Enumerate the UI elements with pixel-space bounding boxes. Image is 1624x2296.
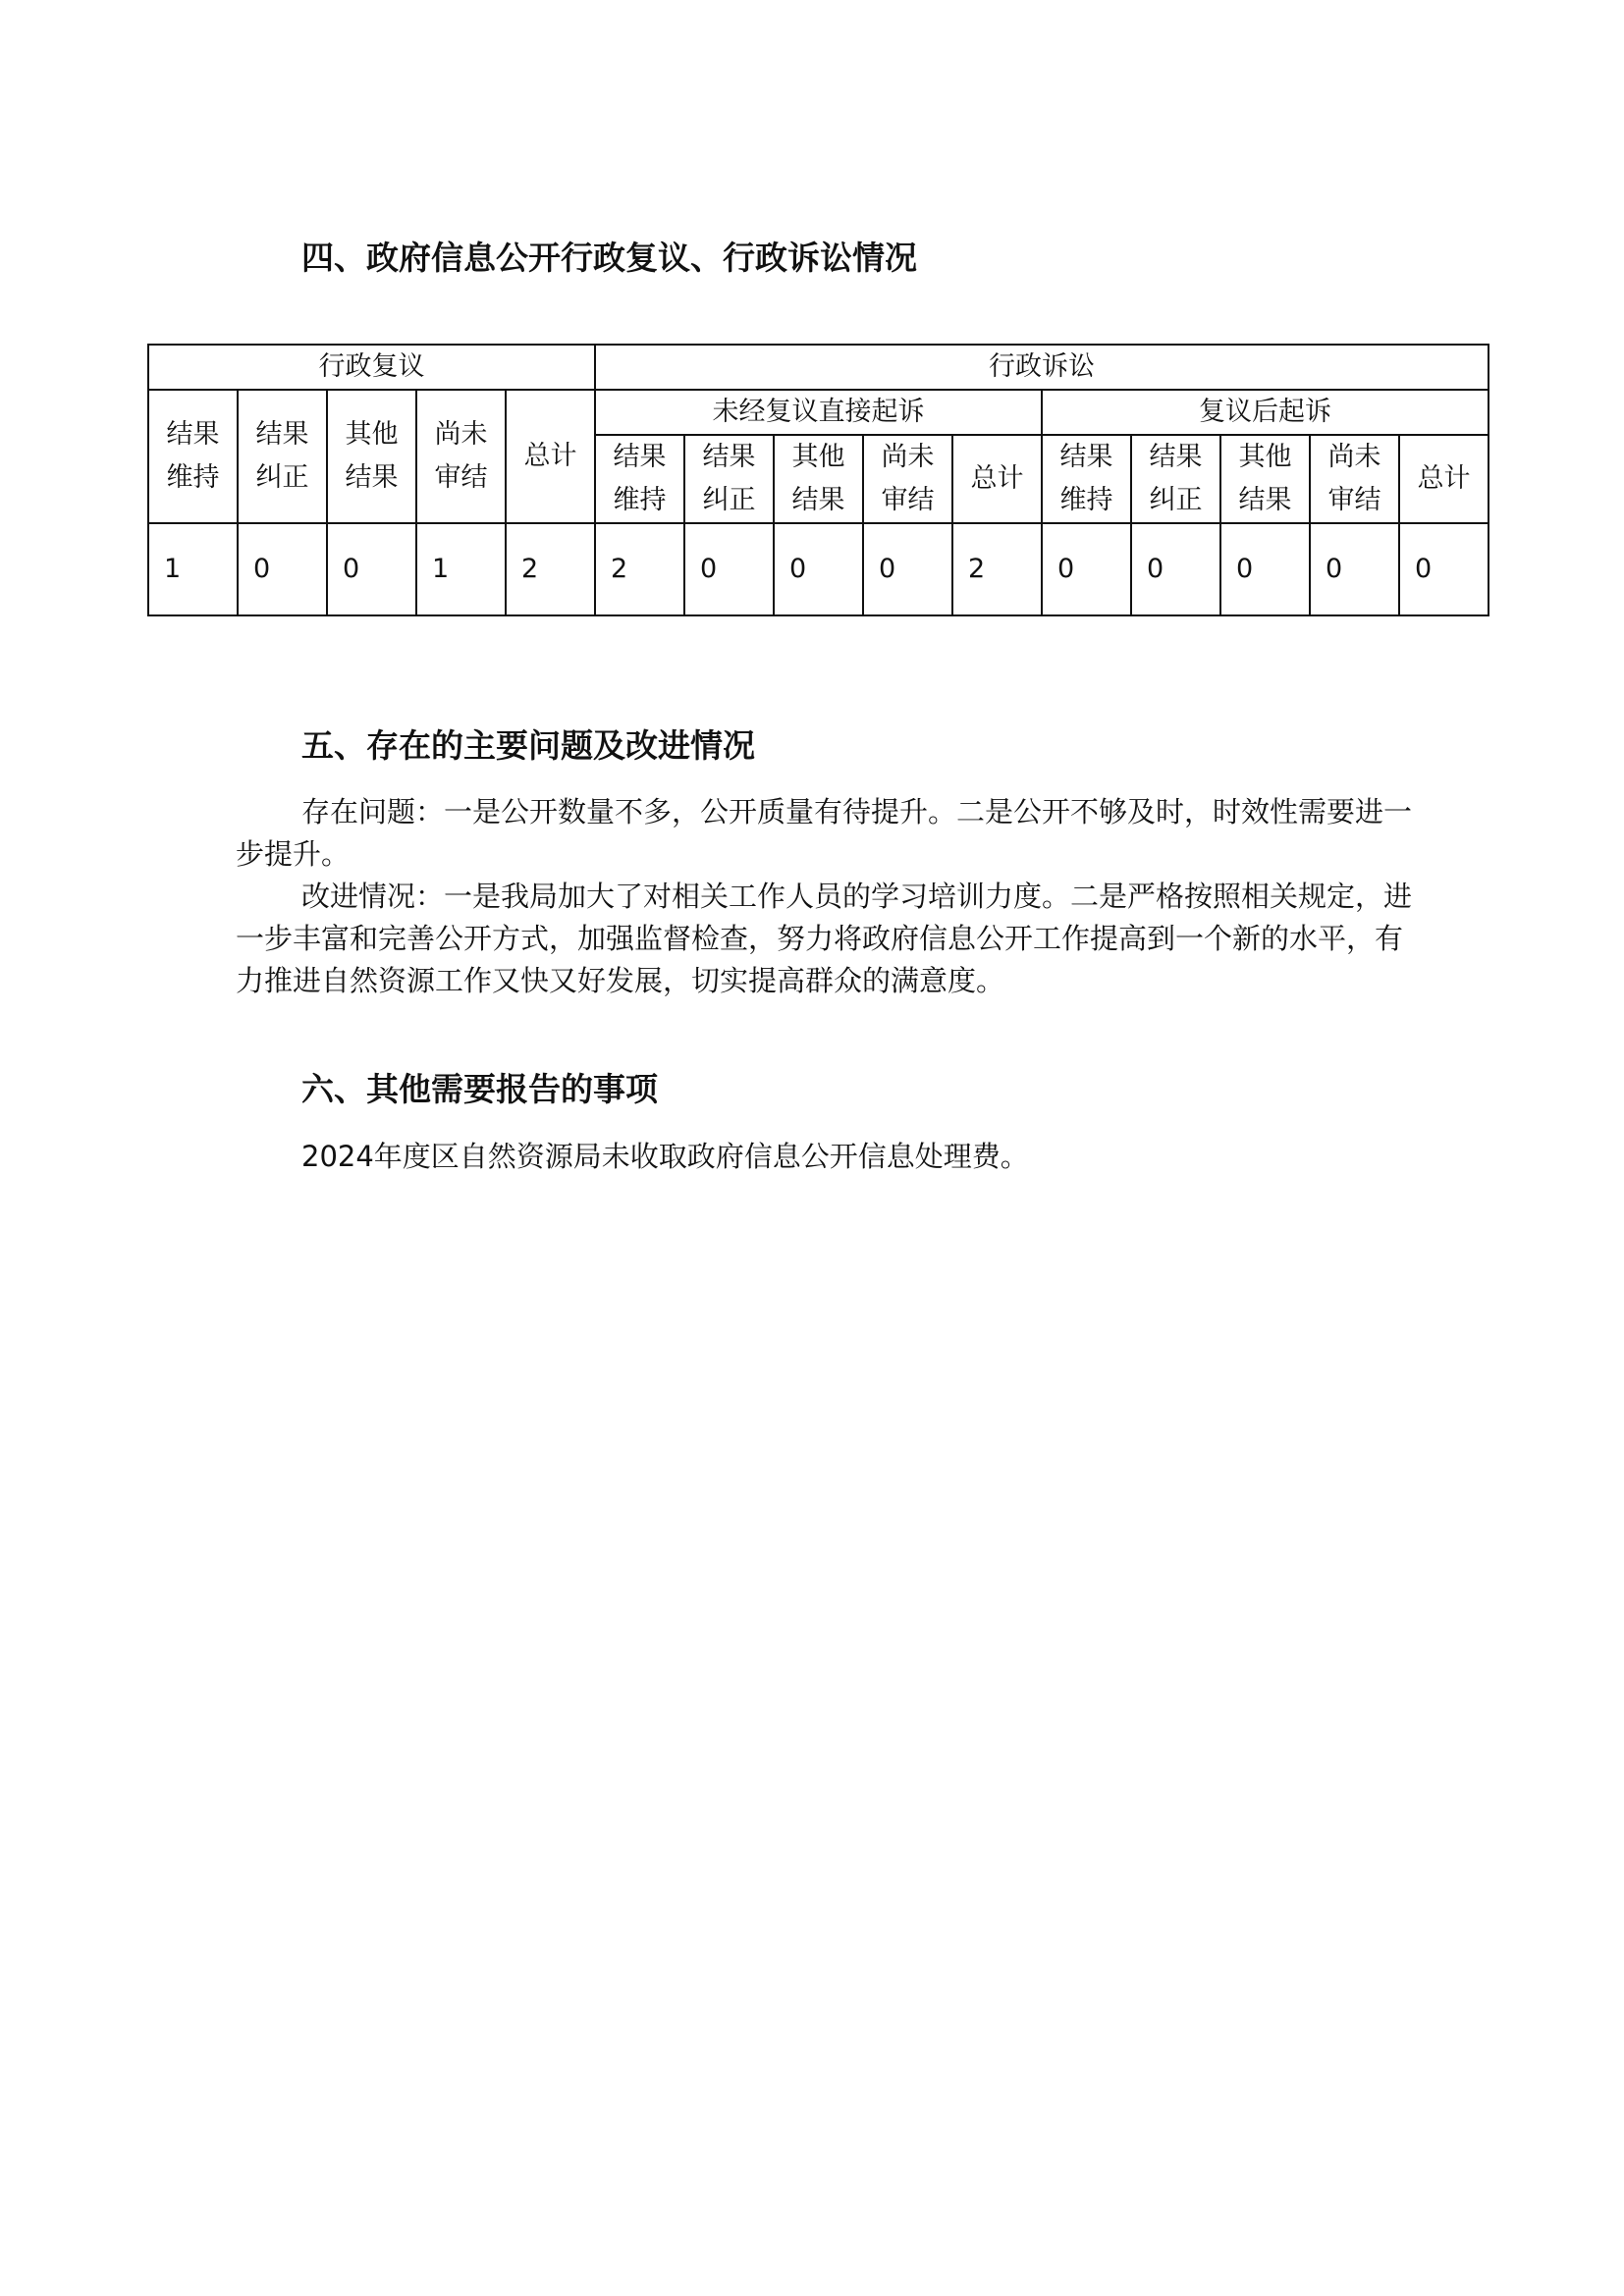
header-review-upheld: 结果 维持: [148, 390, 238, 523]
table-cell: 0: [1310, 523, 1399, 615]
header-after-other: 其他 结果: [1220, 435, 1310, 523]
table-cell: 0: [774, 523, 863, 615]
header-direct-upheld: 结果 维持: [595, 435, 684, 523]
review-litigation-table: [147, 344, 1489, 616]
table-cell: 1: [148, 523, 238, 615]
table-cell: 2: [506, 523, 595, 615]
improvements-paragraph: 改进情况：一是我局加大了对相关工作人员的学习培训力度。二是严格按照相关规定，进一步丰富和完善公开方式，加强监督检查，努力将政府信息公开工作提高到一个新的水平，有力推进自然资源工作又快又好发展，切实提高群众的满意度。: [236, 880, 1413, 997]
header-review-pending: 尚未 审结: [416, 390, 506, 523]
table-cell: 0: [327, 523, 416, 615]
section-four-heading: 四、政府信息公开行政复议、行政诉讼情况: [301, 239, 917, 277]
table-cell: 0: [1131, 523, 1220, 615]
table-header-row-1: [148, 345, 1489, 390]
header-review-other: 其他 结果: [327, 390, 416, 523]
table-header-row-2: [148, 390, 1489, 435]
header-direct-total: 总计: [952, 435, 1042, 523]
table-cell: 2: [952, 523, 1042, 615]
header-after-total: 总计: [1399, 435, 1489, 523]
header-direct-other: 其他 结果: [774, 435, 863, 523]
table-cell: 2: [595, 523, 684, 615]
table-cell: 0: [863, 523, 952, 615]
header-direct-litigation: 未经复议直接起诉: [595, 390, 1042, 435]
header-after-upheld: 结果 维持: [1042, 435, 1131, 523]
header-direct-pending: 尚未 审结: [863, 435, 952, 523]
header-after-corrected: 结果 纠正: [1131, 435, 1220, 523]
header-direct-corrected: 结果 纠正: [684, 435, 774, 523]
header-review-total: 总计: [506, 390, 595, 523]
table-cell: 0: [684, 523, 774, 615]
header-review-corrected: 结果 纠正: [238, 390, 327, 523]
table-row: [148, 523, 1489, 615]
header-administrative-review: 行政复议: [148, 345, 595, 390]
section-six-heading: 六、其他需要报告的事项: [301, 1070, 658, 1108]
header-administrative-litigation: 行政诉讼: [595, 345, 1489, 390]
problems-paragraph: 存在问题：一是公开数量不多，公开质量有待提升。二是公开不够及时，时效性需要进一步提升。: [236, 795, 1413, 871]
table-cell: 0: [1399, 523, 1489, 615]
other-matters-paragraph: 2024年度区自然资源局未收取政府信息公开信息处理费。: [301, 1140, 1029, 1173]
header-litigation-after-review: 复议后起诉: [1042, 390, 1489, 435]
table-cell: 0: [1042, 523, 1131, 615]
table-cell: 1: [416, 523, 506, 615]
header-after-pending: 尚未 审结: [1310, 435, 1399, 523]
table-cell: 0: [1220, 523, 1310, 615]
table-cell: 0: [238, 523, 327, 615]
section-five-heading: 五、存在的主要问题及改进情况: [301, 726, 755, 765]
